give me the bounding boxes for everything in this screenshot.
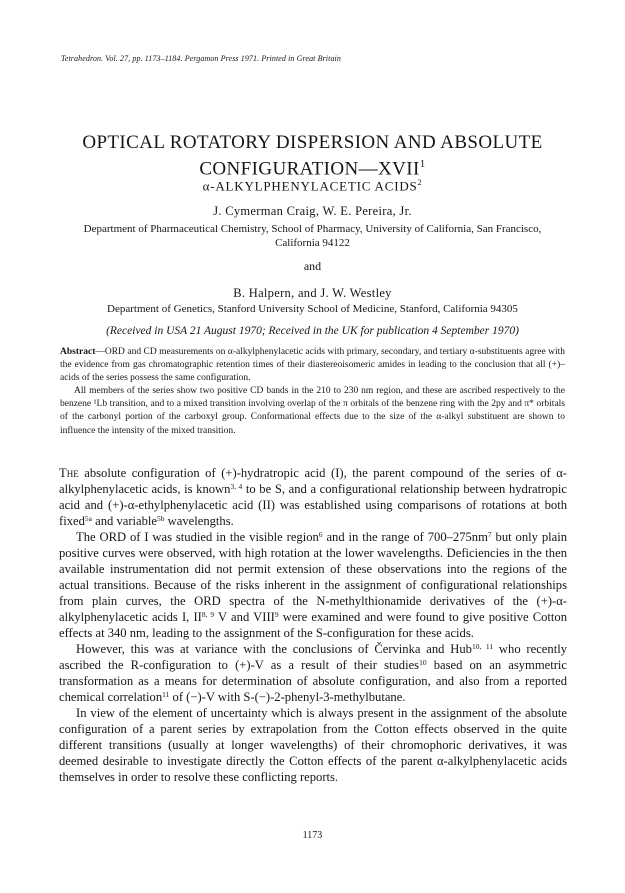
abstract-paragraph-2: All members of the series show two positive CD bands in the 210 to 230 nm region, and these are ascribed respectively to the benzene ¹Lb transition, and to a mixed transition involving overlap of the π orbitals of the benzene ring with the 2py and π* orbitals of the carbonyl portion of the carboxyl group. Conformational effects due to the size of the α-alkyl substituent are shown to influence the intensity of the mixed transition. xyxy=(60,386,565,436)
abstract-text-1: —ORD and CD measurements on α-alkylphenylacetic acids with primary, secondary, and tertiary α-substituents agree with the evidence from gas chromatographic retention times of their diastereoisomeric amides in leading to the conclusion that all (+)– acids of the series possess the same configuration. xyxy=(60,347,565,384)
reference-mark: 10 xyxy=(419,658,427,667)
body-text-span: The ORD of I was studied in the visible region xyxy=(76,530,319,544)
body-paragraph-3 xyxy=(59,641,567,705)
reference-mark: 5b xyxy=(157,514,165,523)
reference-mark: 10, 11 xyxy=(471,642,494,651)
body-text-span: absolute configuration of (+)-hydratropic acid (I), the parent compound of the series of α-alkylphenylacetic acids, is known xyxy=(59,466,567,496)
article-subtitle xyxy=(60,178,565,194)
body-text-span: and variable xyxy=(91,514,158,528)
body-text-span: but only plain positive curves were observed, with high rotation at the lower wavelengths. Deficiencies in the then available instrumentation did not permit extension of these observations into the regions of the actual transitions. Because of the risks inherent in the assignment of configurational relationships from plain curves, the ORD spectra of the N-methylthionamide derivatives of the (+)-α-alkylphenylacetic acids I, II xyxy=(59,530,567,624)
body-text-span: to be S, and a configurational relationship between hydratropic acid and (+)-α-ethylphenylacetic acid (II) was established using comparisons of rotations at both fixed xyxy=(59,482,568,528)
reference-mark: 3, 4 xyxy=(230,482,243,491)
abstract-heading: Abstract xyxy=(60,347,96,357)
article-title-line-2-text: CONFIGURATION—XVII xyxy=(199,158,420,180)
reference-mark: 7 xyxy=(487,530,492,539)
journal-citation: Tetrahedron. Vol. 27, pp. 1173–1184. Pergamon Press 1971. Printed in Great Britain xyxy=(61,54,341,63)
article-title-line-2 xyxy=(60,153,565,180)
abstract xyxy=(60,346,565,438)
body-text-span: and in the range of 700–275nm xyxy=(322,530,488,544)
body-text-span: who recently ascribed the R-configuration to (+)-V as a result of their studies xyxy=(59,642,567,672)
body-text-span: V and VIII xyxy=(214,610,275,624)
body-text xyxy=(59,465,567,785)
and-separator: and xyxy=(303,259,322,273)
body-text-span: were examined and were found to give positive Cotton effects at 340 nm, leading to the assignment of the S-configuration for these acids. xyxy=(59,610,568,640)
reference-mark: 9 xyxy=(274,610,279,619)
body-paragraph-4 xyxy=(59,705,567,785)
reference-mark: 11 xyxy=(162,690,170,699)
article-subtitle-text: α-ALKYLPHENYLACETIC ACIDS xyxy=(202,178,418,194)
title-footnote-mark: 1 xyxy=(419,158,426,170)
affiliation-1 xyxy=(40,222,585,250)
body-lead-word: The xyxy=(59,466,79,480)
authors-group-1: J. Cymerman Craig, W. E. Pereira, Jr. xyxy=(213,204,412,218)
body-text-span: of (−)-V with S-(−)-2-phenyl-3-methylbutane. xyxy=(169,690,406,704)
affiliation-2: Department of Genetics, Stanford University School of Medicine, Stanford, California 94305 xyxy=(107,303,518,315)
reference-mark: 6 xyxy=(318,530,323,539)
body-text-span: wavelengths. xyxy=(164,514,234,528)
body-text-span: based on an asymmetric transformation as a means for determination of absolute configuration, and also from a reported chemical correlation xyxy=(59,658,567,704)
authors-group-2: B. Halpern, and J. W. Westley xyxy=(233,286,392,300)
affiliation-1-line-1: Department of Pharmaceutical Chemistry, School of Pharmacy, University of California, San Francisco, xyxy=(83,223,542,235)
received-dates: (Received in USA 21 August 1970; Received in the UK for publication 4 September 1970) xyxy=(106,325,519,337)
reference-mark: 8, 9 xyxy=(201,610,215,619)
body-text-span: However, this was at variance with the conclusions of Červinka and Hub xyxy=(76,642,472,656)
reference-mark: 5a xyxy=(84,514,92,523)
body-text-span: In view of the element of uncertainty which is always present in the assignment of the absolute configuration of a parent series by extrapolation from the Cotton effects observed in the quite different transitions (usually at longer wavelengths) of their chromophoric derivatives, it was deemed desirable to investigate directly the Cotton effects of the parent α-alkylphenylacetic acids themselves in order to resolve these conflicting reports. xyxy=(59,706,567,784)
article-title-line-1: OPTICAL ROTATORY DISPERSION AND ABSOLUTE xyxy=(82,132,543,153)
abstract-paragraph-1 xyxy=(60,346,565,385)
body-paragraph-2 xyxy=(59,529,567,641)
subtitle-footnote-mark: 2 xyxy=(417,178,423,187)
body-paragraph-1 xyxy=(59,465,567,529)
page-number: 1173 xyxy=(302,830,323,841)
affiliation-1-line-2: California 94122 xyxy=(275,237,350,249)
